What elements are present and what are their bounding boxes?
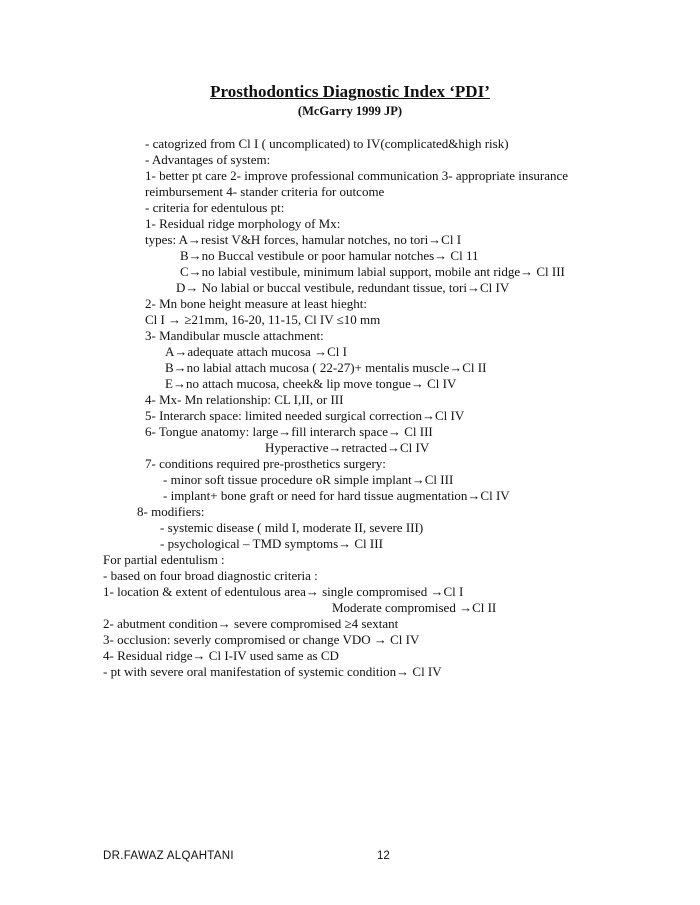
text-line: - minor soft tissue procedure oR simple implant→Cl III	[163, 472, 454, 487]
text-line: 5- Interarch space: limited needed surgical correction→Cl IV	[145, 408, 465, 423]
text-line: reimbursement 4- stander criteria for outcome	[145, 184, 385, 199]
text-line: - pt with severe oral manifestation of systemic condition→ Cl IV	[103, 664, 442, 679]
text-line: - criteria for edentulous pt:	[145, 200, 285, 215]
text-line: - implant+ bone graft or need for hard tissue augmentation→Cl IV	[163, 488, 510, 503]
text-line: B→no labial attach mucosa ( 22-27)+ mentalis muscle→Cl II	[165, 360, 487, 375]
text-line: For partial edentulism :	[103, 552, 225, 567]
text-line: D→ No labial or buccal vestibule, redundant tissue, tori→Cl IV	[176, 280, 510, 295]
text-line: 8- modifiers:	[137, 504, 205, 519]
page-title: Prosthodontics Diagnostic Index ‘PDI’	[210, 82, 490, 101]
text-line: Hyperactive→retracted→Cl IV	[265, 440, 430, 455]
page-subtitle: (McGarry 1999 JP)	[297, 104, 403, 118]
text-line: 7- conditions required pre-prosthetics surgery:	[145, 456, 386, 471]
text-line: 3- occlusion: severly compromised or change VDO → Cl IV	[103, 632, 420, 647]
text-line: A→adequate attach mucosa →Cl I	[165, 344, 347, 359]
text-line: B→no Buccal vestibule or poor hamular notches→ Cl 11	[180, 248, 479, 263]
text-line: 1- better pt care 2- improve professional communication 3- appropriate insurance	[145, 168, 569, 183]
text-line: C→no labial vestibule, minimum labial support, mobile ant ridge→ Cl III	[180, 264, 565, 279]
text-line: - psychological – TMD symptoms→ Cl III	[160, 536, 383, 551]
text-line: types: A→resist V&H forces, hamular notches, no tori→Cl I	[145, 232, 462, 247]
text-line: 1- Residual ridge morphology of Mx:	[145, 216, 341, 231]
text-line: 4- Residual ridge→ Cl I-IV used same as CD	[103, 648, 339, 663]
text-line: - catogrized from Cl I ( uncomplicated) to IV(complicated&high risk)	[145, 136, 509, 151]
text-line: 6- Tongue anatomy: large→fill interarch space→ Cl III	[145, 424, 433, 439]
text-line: - based on four broad diagnostic criteria :	[103, 568, 318, 583]
text-line: - systemic disease ( mild I, moderate II, severe III)	[160, 520, 424, 535]
text-line: 1- location & extent of edentulous area→ single compromised →Cl I	[103, 584, 464, 599]
text-line: Moderate compromised →Cl II	[332, 600, 497, 615]
text-line: E→no attach mucosa, cheek& lip move tongue→ Cl IV	[165, 376, 457, 391]
text-line: 4- Mx- Mn relationship: CL I,II, or III	[145, 392, 344, 407]
text-line: 3- Mandibular muscle attachment:	[145, 328, 324, 343]
text-line: 2- Mn bone height measure at least hieght:	[145, 296, 368, 311]
text-line: 2- abutment condition→ severe compromised ≥4 sextant	[103, 616, 399, 631]
page-number: 12	[377, 850, 390, 862]
footer-author: DR.FAWAZ ALQAHTANI	[103, 850, 234, 862]
text-line: Cl I → ≥21mm, 16-20, 11-15, Cl IV ≤10 mm	[145, 312, 381, 327]
text-line: - Advantages of system:	[145, 152, 271, 167]
